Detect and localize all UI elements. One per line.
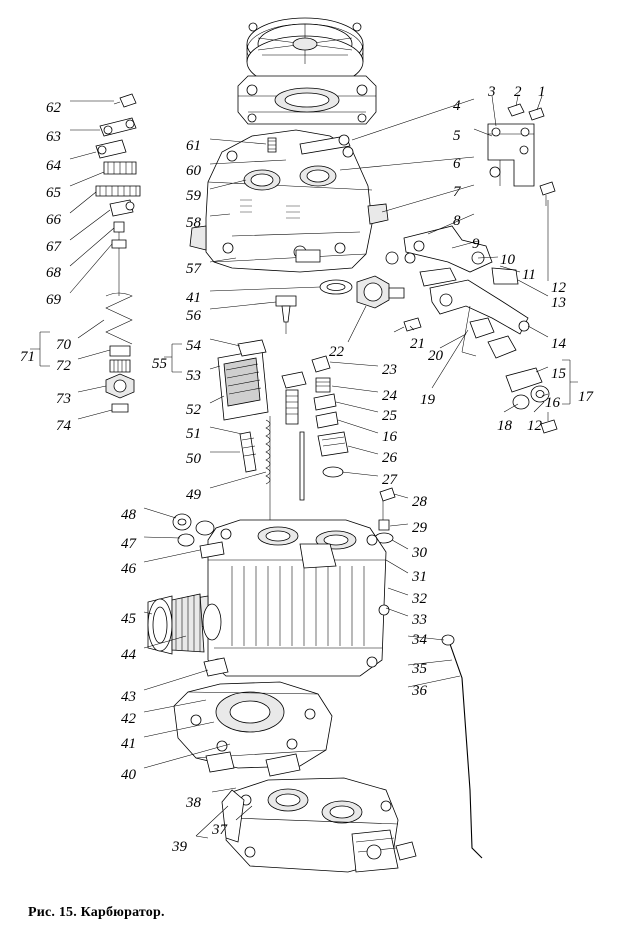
callout-74-12: 74 <box>56 418 71 434</box>
callout-18-56: 18 <box>497 418 512 434</box>
callout-71-9: 71 <box>20 349 35 365</box>
callout-35-75: 35 <box>412 661 427 677</box>
callout-3-40: 3 <box>488 84 496 100</box>
figure-caption: Рис. 15. Карбюратор. <box>28 905 165 920</box>
gasket-ring <box>320 280 352 294</box>
upper-flange <box>238 76 376 124</box>
callout-30-70: 30 <box>412 545 427 561</box>
callout-51-24: 51 <box>186 426 201 442</box>
callout-64-2: 64 <box>46 158 61 174</box>
mounting-flange <box>222 778 416 872</box>
callout-28-68: 28 <box>412 494 427 510</box>
callout-46-29: 46 <box>121 561 136 577</box>
callout-20-59: 20 <box>428 348 443 364</box>
callout-12-50: 12 <box>551 280 566 296</box>
callout-17-55: 17 <box>578 389 593 405</box>
callout-29-69: 29 <box>412 520 427 536</box>
callout-73-11: 73 <box>56 391 71 407</box>
callout-63-1: 63 <box>46 129 61 145</box>
callout-72-10: 72 <box>56 358 71 374</box>
callout-49-26: 49 <box>186 487 201 503</box>
callout-32-72: 32 <box>412 591 427 607</box>
callout-33-73: 33 <box>412 612 427 628</box>
callout-40-35: 40 <box>121 767 136 783</box>
callout-6-44: 6 <box>453 156 461 172</box>
callout-42-33: 42 <box>121 711 136 727</box>
callout-9-47: 9 <box>472 236 480 252</box>
callout-45-30: 45 <box>121 611 136 627</box>
callout-13-51: 13 <box>551 295 566 311</box>
callout-53-22: 53 <box>186 368 201 384</box>
callout-10-48: 10 <box>500 252 515 268</box>
callout-59-15: 59 <box>186 188 201 204</box>
callout-26-66: 26 <box>382 450 397 466</box>
linkage-rod <box>442 635 482 858</box>
callout-50-25: 50 <box>186 451 201 467</box>
throttle-body <box>174 682 332 776</box>
main-jet-nut <box>357 276 404 308</box>
callout-54-20: 54 <box>186 338 201 354</box>
callout-48-27: 48 <box>121 507 136 523</box>
callout-15-53: 15 <box>551 366 566 382</box>
carburetor-upper-body <box>190 130 388 272</box>
callout-22-61: 22 <box>329 344 344 360</box>
callout-34-74: 34 <box>412 632 427 648</box>
callout-24-63: 24 <box>382 388 397 404</box>
callout-36-76: 36 <box>412 683 427 699</box>
fuel-filter-assembly <box>148 594 228 676</box>
callout-41-34: 41 <box>121 736 136 752</box>
callout-58-16: 58 <box>186 215 201 231</box>
callout-1-42: 1 <box>538 84 546 100</box>
callout-57-17: 57 <box>186 261 201 277</box>
callout-55-21: 55 <box>152 356 167 372</box>
callout-69-7: 69 <box>46 292 61 308</box>
callout-68-6: 68 <box>46 265 61 281</box>
callout-62-0: 62 <box>46 100 61 116</box>
callout-66-4: 66 <box>46 212 61 228</box>
accelerator-pump-housing <box>218 340 306 528</box>
callout-12-57: 12 <box>527 418 542 434</box>
callout-47-28: 47 <box>121 536 136 552</box>
callout-41-18: 41 <box>186 290 201 306</box>
callout-23-62: 23 <box>382 362 397 378</box>
callout-61-13: 61 <box>186 138 201 154</box>
callout-27-67: 27 <box>382 472 397 488</box>
callout-70-8: 70 <box>56 337 71 353</box>
callout-39-37: 39 <box>172 839 187 855</box>
callout-60-14: 60 <box>186 163 201 179</box>
callout-67-5: 67 <box>46 239 61 255</box>
callout-65-3: 65 <box>46 185 61 201</box>
callout-31-71: 31 <box>412 569 427 585</box>
callout-38-36: 38 <box>186 795 201 811</box>
throttle-bracket-group <box>488 104 555 206</box>
callout-14-52: 14 <box>551 336 566 352</box>
callout-11-49: 11 <box>522 267 536 283</box>
callout-44-31: 44 <box>121 647 136 663</box>
callout-8-46: 8 <box>453 213 461 229</box>
callout-52-23: 52 <box>186 402 201 418</box>
callout-43-32: 43 <box>121 689 136 705</box>
callout-37-38: 37 <box>212 822 227 838</box>
callout-2-41: 2 <box>514 84 522 100</box>
needle-valve <box>276 296 296 334</box>
callout-19-58: 19 <box>420 392 435 408</box>
throttle-linkage <box>386 226 518 286</box>
callout-21-60: 21 <box>410 336 425 352</box>
callout-25-64: 25 <box>382 408 397 424</box>
callout-7-45: 7 <box>453 184 461 200</box>
callout-4-39: 4 <box>453 98 461 114</box>
carburetor-main-body <box>194 520 389 676</box>
callout-56-19: 56 <box>186 308 201 324</box>
callout-16-54: 16 <box>545 395 560 411</box>
callout-16-65: 16 <box>382 429 397 445</box>
callout-5-43: 5 <box>453 128 461 144</box>
accelerator-pump-parts <box>96 94 140 412</box>
